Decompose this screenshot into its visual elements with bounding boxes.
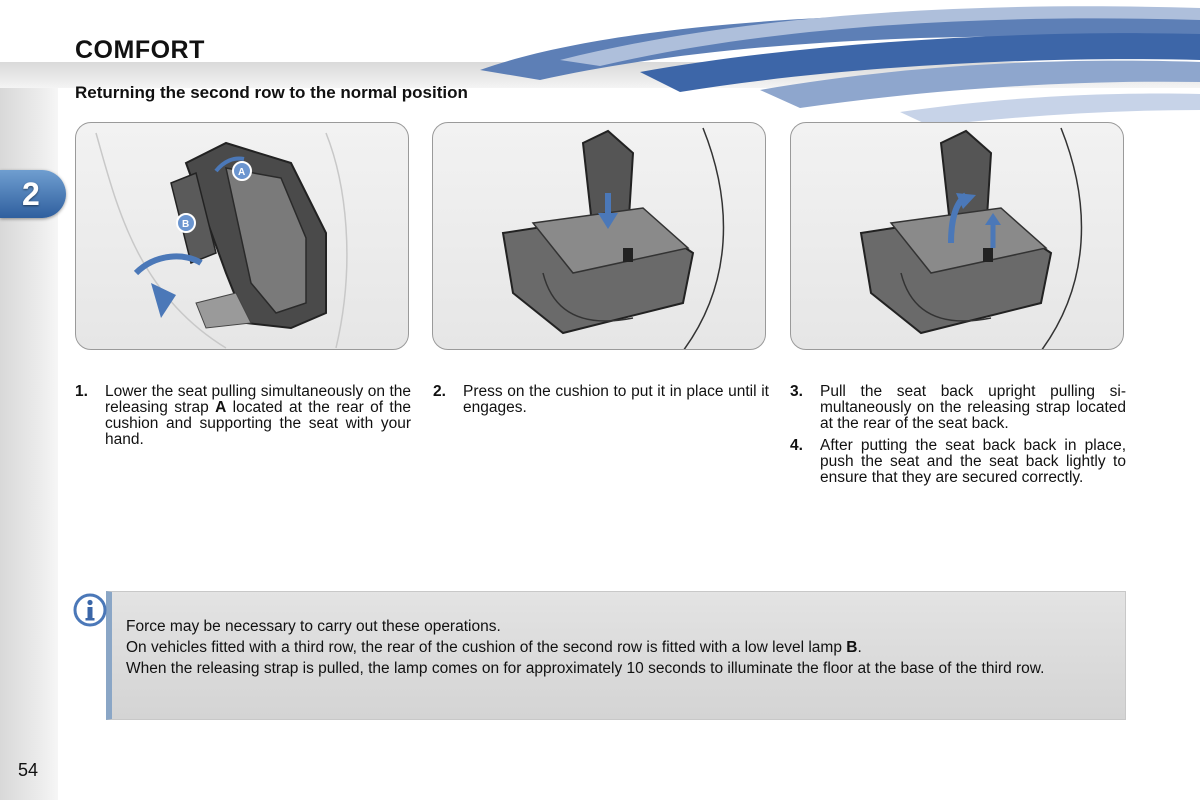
step-item [75,384,411,448]
step-item [433,384,769,416]
seat-cushion-drawing [433,123,766,350]
steps-column-2 [433,384,769,422]
page-number: 54 [18,760,39,780]
label-b: B [182,219,190,230]
steps-column-1 [75,384,411,454]
section-title: COMFORT [75,36,205,64]
illustration-press-cushion [432,122,766,350]
step-text: Press on the cushion to put it in place until it engages. [463,383,769,416]
label-a: A [238,167,246,178]
seat-folded-drawing [76,123,409,350]
step-number: 3. [790,383,803,400]
step-number: 1. [75,383,88,400]
info-line: On vehicles fitted with a third row, the rear of the cushion of the second row is fitted with a low level lamp B. [126,639,862,656]
seat-back-drawing [791,123,1124,350]
chapter-tab [0,170,66,218]
info-text [126,619,1114,682]
step-number: 2. [433,383,446,400]
step-item [790,438,1126,486]
step-text: Lower the seat pulling simultaneously on the releasing strap A located at the rear of the cushion and supporting the seat with your hand. [105,383,411,448]
info-icon [73,593,107,627]
step-number: 4. [790,437,803,454]
step-text: Pull the seat back upright pulling simultaneously on the releasing strap located at the rear of the seat back. [820,383,1126,432]
page-subheading: Returning the second row to the normal position [75,83,468,102]
illustration-lower-seat [75,122,409,350]
info-line: Force may be necessary to carry out these operations. [126,618,501,635]
chapter-number: 2 [22,176,40,212]
info-line: When the releasing strap is pulled, the lamp comes on for approximately 10 seconds to illuminate the floor at the base of the third row. [126,660,1045,677]
step-item [790,384,1126,432]
step-text: After putting the seat back back in place, push the seat and the seat back lightly to ensure that they are secured correctly. [820,437,1126,486]
steps-column-3 [790,384,1126,492]
illustration-seat-back-upright [790,122,1124,350]
